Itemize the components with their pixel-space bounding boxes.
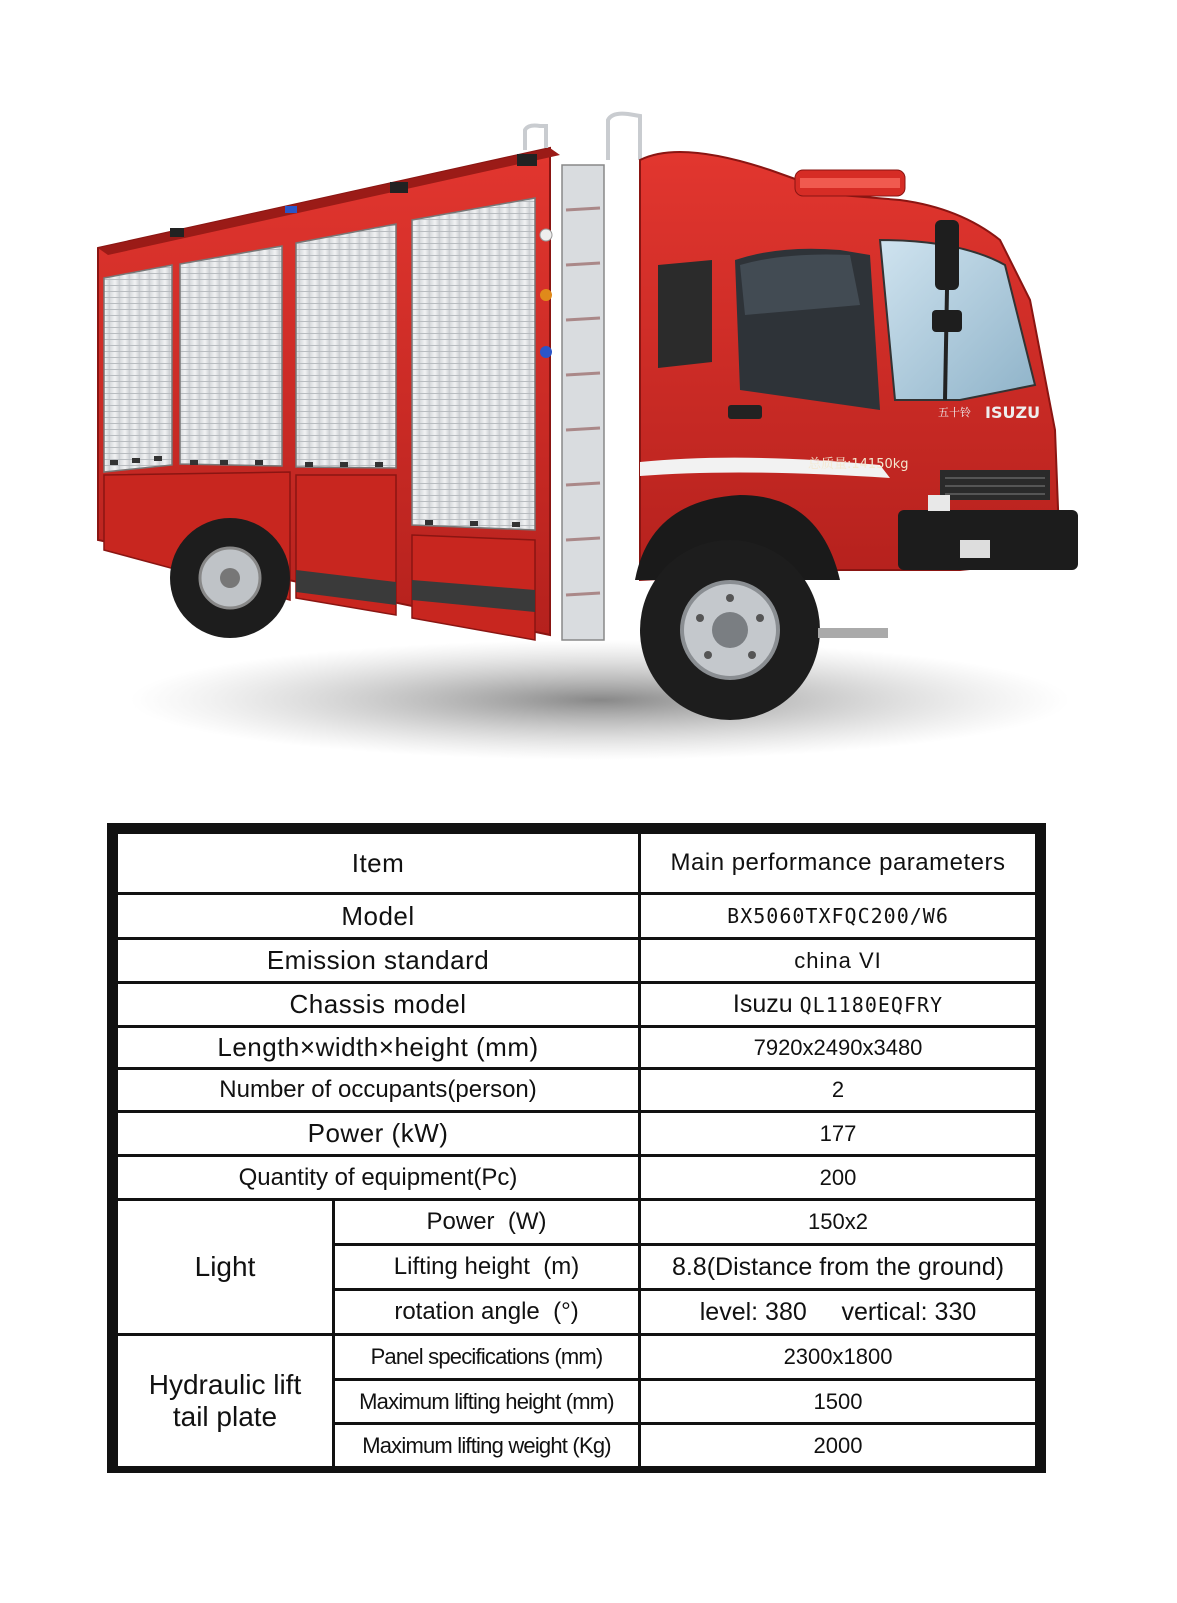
- tail-label-height: Maximum lifting height (mm): [334, 1380, 640, 1424]
- tail-value-weight: 2000: [640, 1424, 1037, 1468]
- light-value-power: 150x2: [640, 1200, 1037, 1245]
- light-label-power: Power (W): [334, 1200, 640, 1245]
- row-label-power: Power (kW): [117, 1112, 640, 1156]
- row-label-occupants: Number of occupants(person): [117, 1069, 640, 1112]
- tail-label-panel: Panel specifications (mm): [334, 1335, 640, 1380]
- chassis-brand: Isuzu: [732, 990, 800, 1018]
- row-label-emission: Emission standard: [117, 939, 640, 983]
- header-item: Item: [117, 833, 640, 894]
- isuzu-badge: ISUZU: [985, 403, 1041, 422]
- row-value-model: BX5060TXFQC200/W6: [640, 894, 1037, 939]
- table-row: [117, 983, 1037, 1027]
- row-label-chassis: Chassis model: [117, 983, 640, 1027]
- chassis-code: QL1180EQFRY: [799, 993, 944, 1017]
- table-row: [117, 939, 1037, 983]
- group-label-tail-plate-line1: Hydraulic lift: [148, 1369, 302, 1400]
- light-value-rotation: level: 380 vertical: 330: [640, 1290, 1037, 1335]
- row-value-power: 177: [640, 1112, 1037, 1156]
- group-label-tail-plate: [117, 1335, 334, 1468]
- row-label-model: Model: [117, 894, 640, 939]
- table-row: [117, 1069, 1037, 1112]
- group-label-tail-plate-line2: tail plate: [172, 1401, 278, 1432]
- table-row: [117, 894, 1037, 939]
- table-row: [117, 1027, 1037, 1069]
- row-value-chassis: [640, 983, 1037, 1027]
- header-params: Main performance parameters: [640, 833, 1037, 894]
- light-label-height: Lifting height (m): [334, 1245, 640, 1290]
- row-label-dimensions: Length×width×height (mm): [117, 1027, 640, 1069]
- row-value-emission: china VI: [640, 939, 1037, 983]
- door-weight-text: 总质量:14150kg: [808, 457, 909, 472]
- row-label-equipment: Quantity of equipment(Pc): [117, 1156, 640, 1200]
- table-header-row: [117, 833, 1037, 894]
- table-row: [117, 1156, 1037, 1200]
- grille-text: 五十铃: [938, 406, 971, 419]
- light-label-rotation: rotation angle (°): [334, 1290, 640, 1335]
- spec-table-frame: [107, 823, 1046, 1473]
- table-row: [117, 1335, 1037, 1380]
- tail-value-panel: 2300x1800: [640, 1335, 1037, 1380]
- row-value-occupants: 2: [640, 1069, 1037, 1112]
- table-row: [117, 1200, 1037, 1245]
- fire-rescue-truck-image: [80, 100, 1100, 780]
- row-value-dimensions: 7920x2490x3480: [640, 1027, 1037, 1069]
- group-label-light: Light: [117, 1200, 334, 1335]
- tail-value-height: 1500: [640, 1380, 1037, 1424]
- table-row: [117, 1112, 1037, 1156]
- spec-table: [115, 831, 1038, 1469]
- light-value-height: 8.8(Distance from the ground): [640, 1245, 1037, 1290]
- tail-label-weight: Maximum lifting weight (Kg): [334, 1424, 640, 1468]
- row-value-equipment: 200: [640, 1156, 1037, 1200]
